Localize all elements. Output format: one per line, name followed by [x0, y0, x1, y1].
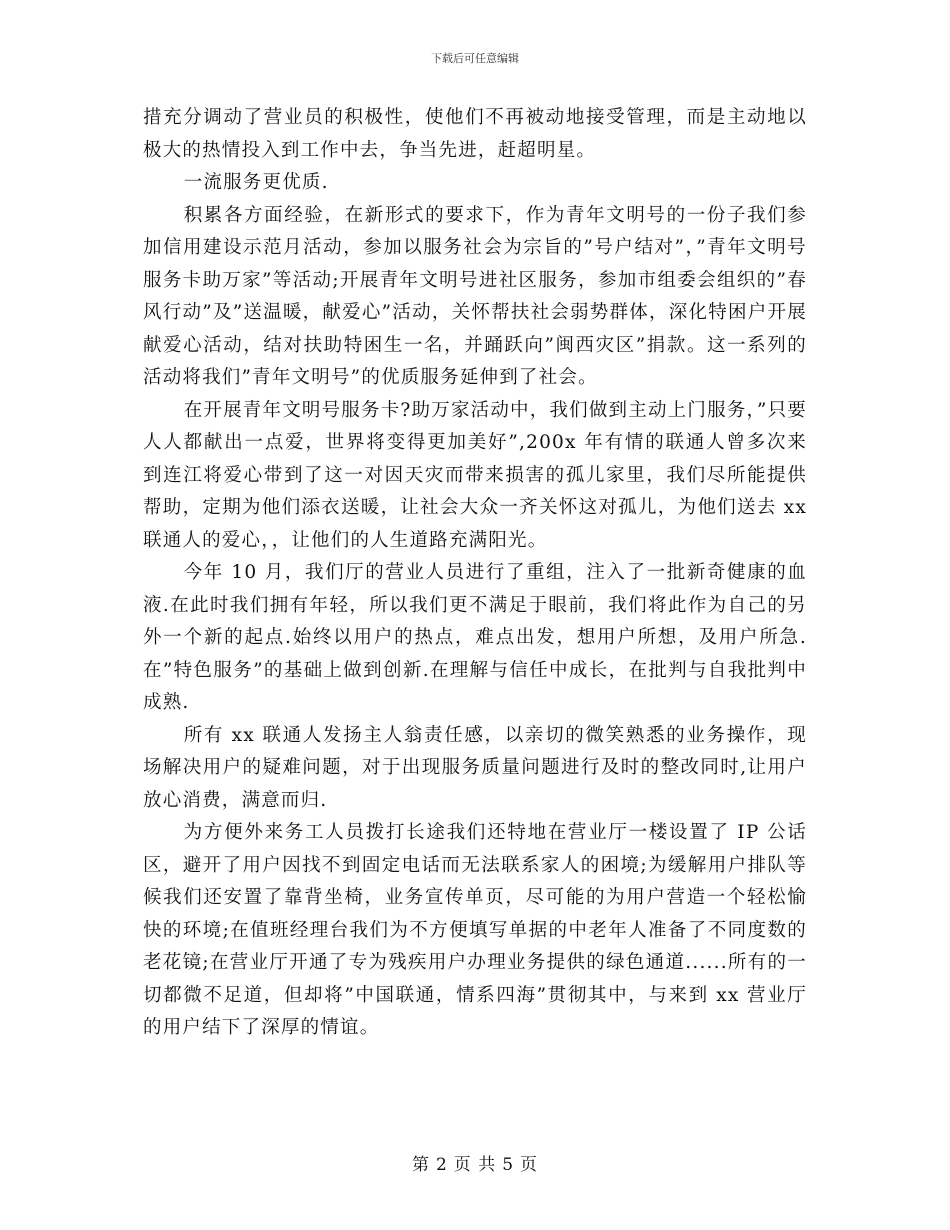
paragraph-6: 所有 xx 联通人发扬主人翁责任感，以亲切的微笑熟悉的业务操作，现场解决用户的疑难问题，对于出现服务质量问题进行及时的整改同时,让用户放心消费，满意而归.: [143, 724, 807, 811]
page-footer: [0, 1150, 950, 1175]
footer-total-pages: 5: [502, 1155, 515, 1175]
paragraph-3: 积累各方面经验，在新形式的要求下，作为青年文明号的一份子我们参加信用建设示范月活动，参加以服务社会为宗旨的”号户结对”，”青年文明号服务卡助万家”等活动;开展青年文明号进社区服务，参加市组委会组织的”春风行动”及”送温暖，献爱心”活动，关怀帮扶社会弱势群体，深化特困户开展献爱心活动，结对扶助特困生一名，并踊跃向”闽西灾区”捐款。这一系列的活动将我们”青年文明号”的优质服务延伸到了社会。: [143, 204, 807, 388]
footer-suffix: 页: [520, 1155, 539, 1175]
page-header: 下载后可任意编辑: [431, 52, 519, 65]
paragraph-7: 为方便外来务工人员拨打长途我们还特地在营业厅一楼设置了 IP 公话区，避开了用户因找不到固定电话而无法联系家人的困境;为缓解用户排队等候我们还安置了靠背坐椅，业务宣传单页，尽可能的为用户营造一个轻松愉快的环境;在值班经理台我们为不方便填写单据的中老年人准备了不同度数的老花镜;在营业厅开通了专为残疾用户办理业务提供的绿色通道......所有的一切都微不足道，但却将”中国联通，情系四海”贯彻其中，与来到 xx 营业厅的用户结下了深厚的情谊。: [143, 822, 807, 1038]
paragraph-5: 今年 10 月，我们厅的营业人员进行了重组，注入了一批新奇健康的血液.在此时我们拥有年轻，所以我们更不满足于眼前，我们将此作为自己的另外一个新的起点.始终以用户的热点，难点出发，想用户所想，及用户所急.在”特色服务”的基础上做到创新.在理解与信任中成长，在批判与自我批判中成熟.: [143, 562, 807, 713]
document-body: [143, 102, 807, 1045]
footer-page-number: 2: [435, 1155, 448, 1175]
paragraph-2: 一流服务更优质.: [183, 172, 329, 193]
footer-prefix: 第: [411, 1155, 430, 1175]
footer-middle: 页 共: [453, 1155, 497, 1175]
paragraph-1: 措充分调动了营业员的积极性，使他们不再被动地接受管理，而是主动地以极大的热情投入到工作中去，争当先进，赶超明星。: [143, 107, 807, 161]
paragraph-4: 在开展青年文明号服务卡?助万家活动中，我们做到主动上门服务，”只要人人都献出一点爱，世界将变得更加美好”,200x 年有情的联通人曾多次来到连江将爱心带到了这一对因天灾而带来损害的孤儿家里，我们尽所能提供帮助，定期为他们添衣送暖，让社会大众一齐关怀这对孤儿，为他们送去 xx 联通人的爱心，，让他们的人生道路充满阳光。: [143, 399, 807, 551]
